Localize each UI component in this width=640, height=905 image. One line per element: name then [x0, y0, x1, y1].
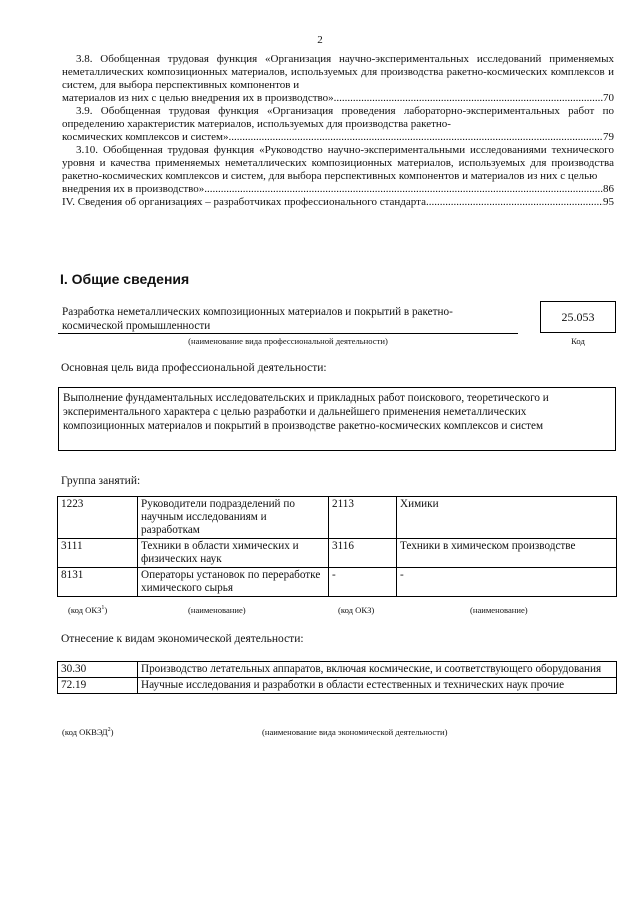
okz-code-cell: 2113	[329, 497, 397, 539]
okved-code-cell: 72.19	[58, 678, 138, 694]
okved-code-cell: 30.30	[58, 662, 138, 678]
toc-leader-dots	[228, 131, 603, 144]
okz-code-cell: 3111	[58, 539, 138, 568]
toc-page-iv: 95	[603, 196, 614, 208]
toc-entry-3-9: 3.9. Обобщенная трудовая функция «Организация проведения лабораторно-экспериментальных работ по определению характеристик материалов, используемых для производства ракетно-	[62, 105, 614, 130]
toc-entry-iv[interactable]	[62, 196, 614, 209]
section-title: I. Общие сведения	[60, 271, 190, 287]
economic-activity-label: Отнесение к видам экономической деятельности:	[61, 633, 304, 645]
toc-entry-3-8-last-line: материалов из них с целью внедрения их в производство»	[62, 92, 334, 104]
goal-text-box	[58, 387, 616, 451]
toc-leader-dots	[204, 183, 603, 196]
goal-label: Основная цель вида профессиональной деятельности:	[61, 362, 327, 374]
table-row	[58, 568, 617, 597]
occupation-table	[57, 496, 617, 597]
table-row	[58, 539, 617, 568]
page-number: 2	[317, 34, 323, 46]
okz-code-caption: (код ОКЗ$^1$)	[68, 605, 108, 615]
okz-name-cell: Техники в химическом производстве	[397, 539, 617, 568]
toc-entry-3-8: 3.8. Обобщенная трудовая функция «Организация научно-экспериментальных исследований применяемых неметаллических композиционных материалов, используемых для производства ракетно-космических комплексов и систем, для выбора перспективных компонентов и	[62, 53, 614, 91]
toc-entry-3-10-last-line: внедрения их в производство»	[62, 183, 205, 195]
okz-code-cell: 3116	[329, 539, 397, 568]
goal-text: Выполнение фундаментальных исследовательских и прикладных работ поискового, теоретического и экспериментального характера с целью разработки и дальнейшего применения неметаллических композиционных материалов и покрытий в производстве ракетно-космических комплексов и систем	[63, 392, 549, 432]
toc-page-3-9: 79	[603, 131, 614, 143]
toc-leader-dots	[334, 92, 603, 105]
economic-activity-table	[57, 661, 617, 694]
toc-page-3-10: 86	[603, 183, 614, 195]
toc-entry-3-8-tail[interactable]	[62, 92, 614, 105]
toc-entry-3-10: 3.10. Обобщенная трудовая функция «Руководство научно-экспериментальными исследованиями технического уровня и качества применяемых неметаллических композиционных материалов, используемых для производства ракетно-космических комплексов и систем, для выбора перспективных компонентов и материалов из них с целью	[62, 144, 614, 182]
okved-name-cell: Научные исследования и разработки в области естественных и технических наук прочие	[138, 678, 617, 694]
okz-name-caption-2: (наименование)	[470, 605, 528, 615]
okz-code-caption-2: (код ОКЗ)	[338, 605, 375, 615]
toc-entry-3-9-last-line: космических комплексов и систем»	[62, 131, 229, 143]
activity-code-caption: Код	[571, 336, 585, 346]
toc-entry-iv-text: IV. Сведения об организациях – разработчиках профессионального стандарта	[62, 196, 426, 208]
okz-name-cell: Операторы установок по переработке химического сырья	[138, 568, 329, 597]
table-row	[58, 497, 617, 539]
activity-kind-caption: (наименование вида профессиональной деятельности)	[188, 336, 388, 346]
occupation-group-label: Группа занятий:	[61, 475, 141, 487]
activity-code-box	[540, 301, 616, 333]
okz-code-cell: 8131	[58, 568, 138, 597]
toc-page-3-8: 70	[603, 92, 614, 104]
okz-name-cell: Руководители подразделений по научным исследованиям и разработкам	[138, 497, 329, 539]
toc-entry-3-9-tail[interactable]	[62, 131, 614, 144]
table-row	[58, 678, 617, 694]
okved-name-cell: Производство летательных аппаратов, включая космические, и соответствующего оборудования	[138, 662, 617, 678]
toc-leader-dots	[426, 196, 603, 209]
okved-code-caption: (код ОКВЭД$^2$)	[62, 727, 114, 737]
activity-kind-name: Разработка неметаллических композиционных материалов и покрытий в ракетно-космической промышленности	[62, 306, 453, 332]
okz-code-cell: -	[329, 568, 397, 597]
okved-name-caption: (наименование вида экономической деятельности)	[262, 727, 448, 737]
toc-entry-3-10-tail[interactable]	[62, 183, 614, 196]
okz-code-cell: 1223	[58, 497, 138, 539]
activity-kind-underline	[58, 333, 518, 334]
table-of-contents	[62, 53, 614, 209]
table-row	[58, 662, 617, 678]
okz-name-cell: Техники в области химических и физических наук	[138, 539, 329, 568]
activity-code-value: 25.053	[561, 309, 595, 324]
okz-name-cell: Химики	[397, 497, 617, 539]
okz-name-caption: (наименование)	[188, 605, 246, 615]
okz-name-cell: -	[397, 568, 617, 597]
